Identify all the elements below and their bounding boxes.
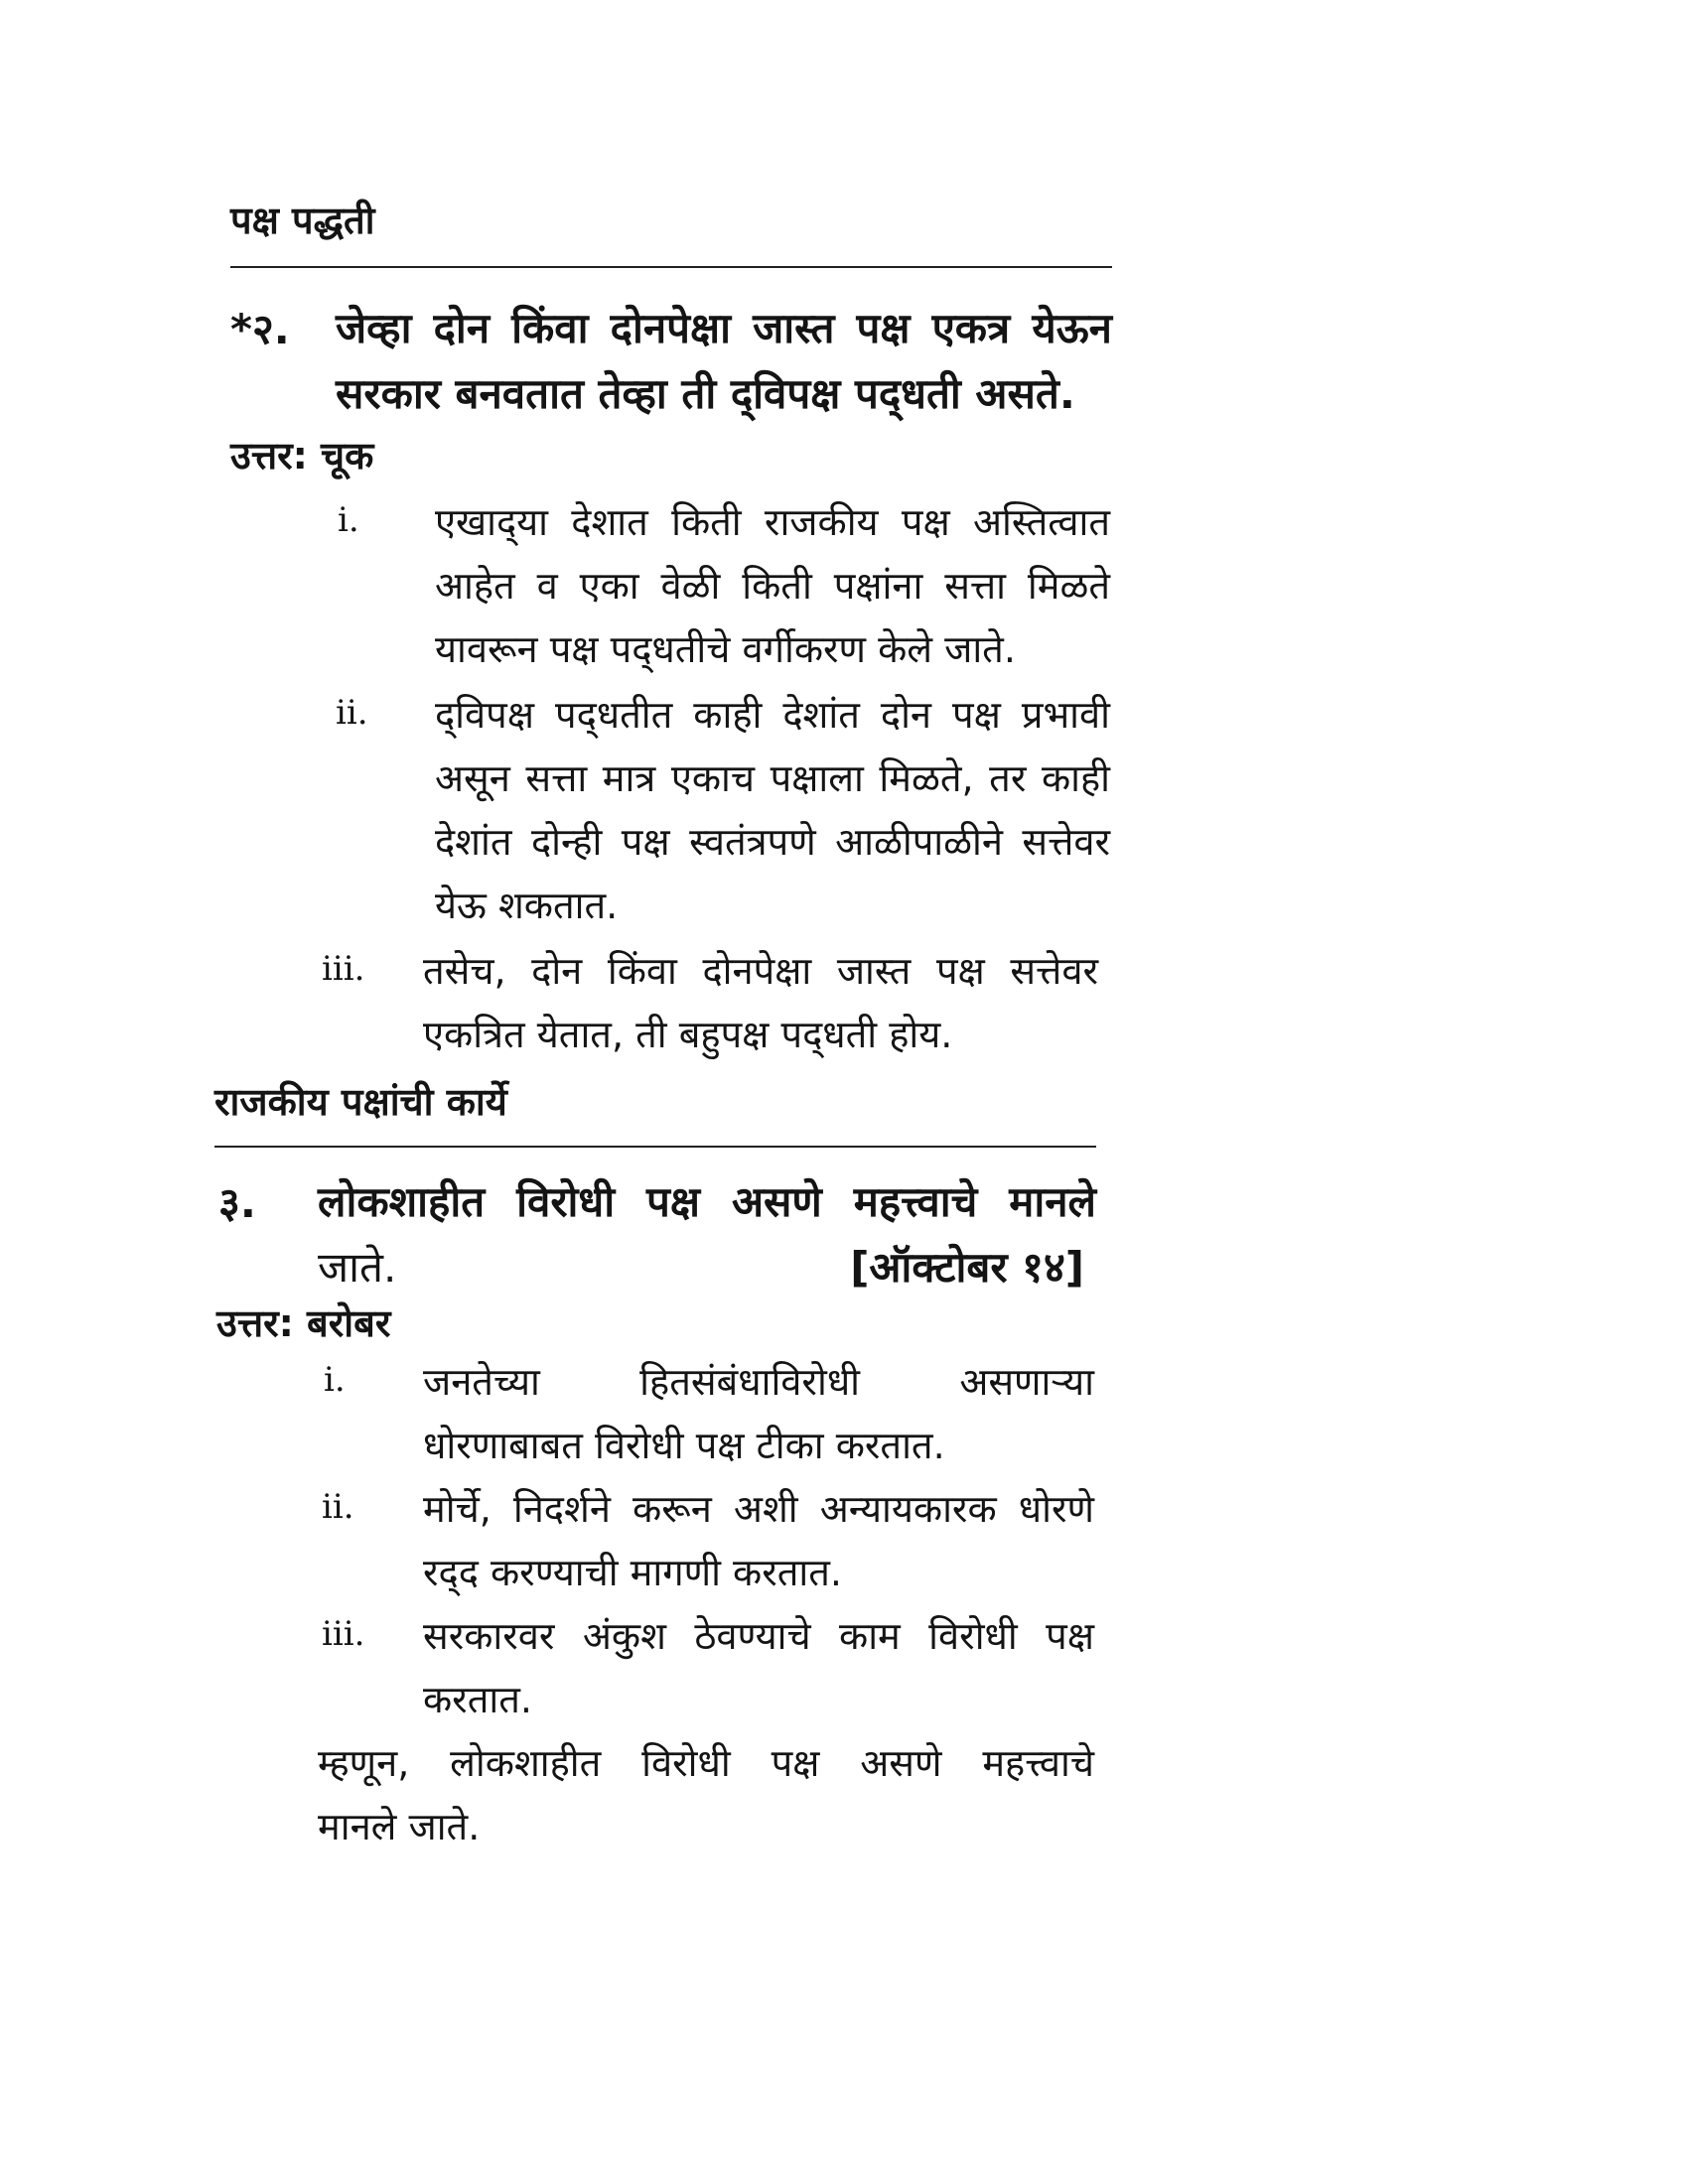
- answer-item: [423, 1350, 1094, 1477]
- conclusion-line: म्हणून, लोकशाहीत विरोधी पक्ष असणे महत्त्वाचे: [318, 1741, 1094, 1785]
- answer-item: [435, 683, 1110, 937]
- question-line: सरकार बनवतात तेव्हा ती द्‌विपक्ष पद्‌धती असते.: [336, 369, 1075, 418]
- item-marker: ii.: [336, 693, 368, 733]
- answer-item: [435, 490, 1110, 681]
- question-line-end: जाते.: [318, 1243, 397, 1292]
- item-marker: iii.: [322, 1614, 365, 1654]
- item-line: असून सत्ता मात्र एकाच पक्षाला मिळते, तर काही: [435, 756, 1110, 800]
- section-rule: [214, 1146, 1096, 1148]
- question-text: [336, 296, 1112, 427]
- item-line: एकत्रित येतात, ती बहुपक्ष पद्‌धती होय.: [423, 1013, 953, 1056]
- answer-item: [423, 1477, 1094, 1604]
- section-heading-party-system: पक्ष पद्धती: [230, 199, 375, 242]
- question-text: [318, 1169, 1096, 1300]
- answer-label: उत्तर: बरोबर: [216, 1301, 391, 1345]
- item-line: करतात.: [423, 1678, 532, 1721]
- question-number: *२.: [230, 305, 290, 353]
- item-line: यावरून पक्ष पद्‌धतीचे वर्गीकरण केले जाते.: [435, 627, 1016, 671]
- item-marker: ii.: [322, 1487, 354, 1527]
- item-line: द्‌विपक्ष पद्‌धतीत काही देशांत दोन पक्ष प्रभावी: [435, 693, 1110, 737]
- item-line: देशांत दोन्ही पक्ष स्वतंत्रपणे आळीपाळीने सत्तेवर: [435, 820, 1110, 864]
- item-line: धोरणाबाबत विरोधी पक्ष टीका करतात.: [423, 1424, 945, 1467]
- answer-item: [423, 939, 1098, 1066]
- item-marker: i.: [338, 500, 359, 540]
- item-line: एखाद्‌या देशात किती राजकीय पक्ष अस्तित्वात: [435, 500, 1110, 544]
- answer-label: उत्तर: चूक: [230, 434, 374, 478]
- item-line: आहेत व एका वेळी किती पक्षांना सत्ता मिळते: [435, 564, 1110, 608]
- item-line: तसेच, दोन किंवा दोनपेक्षा जास्त पक्ष सत्तेवर: [423, 949, 1098, 993]
- item-line: जनतेच्या हितसंबंधाविरोधी असणाऱ्या: [423, 1360, 1094, 1404]
- question-line: [318, 1235, 1096, 1300]
- question-line: लोकशाहीत विरोधी पक्ष असणे महत्त्वाचे मानले: [318, 1177, 1096, 1226]
- item-line: रद्‌द करण्याची मागणी करतात.: [423, 1551, 843, 1594]
- section-rule: [230, 266, 1112, 268]
- question-number: ३.: [218, 1178, 256, 1227]
- conclusion-line: मानले जाते.: [318, 1805, 481, 1848]
- conclusion: [318, 1731, 1094, 1858]
- item-line: मोर्चे, निदर्शने करून अशी अन्यायकारक धोरणे: [423, 1487, 1094, 1531]
- item-marker: i.: [324, 1360, 346, 1400]
- exam-reference: [ऑक्टोबर १४]: [850, 1243, 1084, 1292]
- item-line: येऊ शकतात.: [435, 884, 619, 927]
- section-heading-party-functions: राजकीय पक्षांची कार्ये: [214, 1080, 507, 1124]
- question-line: जेव्हा दोन किंवा दोनपेक्षा जास्त पक्ष एकत्र येऊन: [336, 304, 1112, 352]
- item-line: सरकारवर अंकुश ठेवण्याचे काम विरोधी पक्ष: [423, 1614, 1094, 1658]
- answer-item: [423, 1604, 1094, 1731]
- item-marker: iii.: [322, 949, 365, 989]
